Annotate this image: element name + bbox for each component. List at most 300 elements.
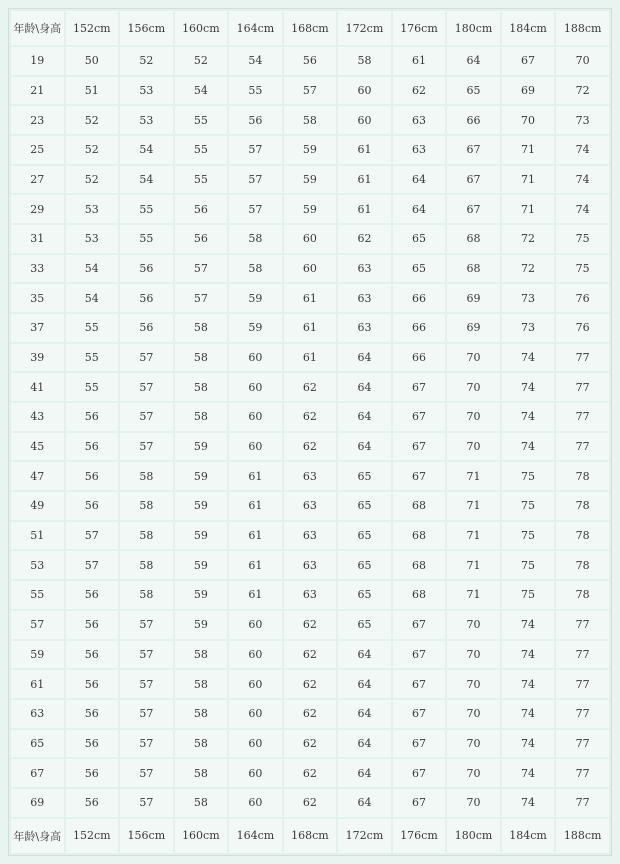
weight-cell: 78 <box>556 462 609 490</box>
weight-cell: 56 <box>66 641 119 669</box>
weight-cell: 55 <box>229 77 282 105</box>
age-cell: 23 <box>11 106 64 134</box>
weight-cell: 70 <box>447 670 500 698</box>
table-row <box>11 492 609 520</box>
weight-cell: 54 <box>120 166 173 194</box>
age-cell: 47 <box>11 462 64 490</box>
weight-cell: 52 <box>175 47 228 75</box>
weight-cell: 77 <box>556 611 609 639</box>
table-row <box>11 403 609 431</box>
weight-cell: 74 <box>502 344 555 372</box>
weight-cell: 67 <box>393 403 446 431</box>
weight-cell: 61 <box>284 284 337 312</box>
weight-cell: 78 <box>556 551 609 579</box>
table-row <box>11 433 609 461</box>
table-row <box>11 255 609 283</box>
weight-cell: 55 <box>175 106 228 134</box>
weight-cell: 58 <box>120 462 173 490</box>
weight-cell: 76 <box>556 314 609 342</box>
table-footer-row <box>11 819 609 853</box>
weight-cell: 73 <box>502 284 555 312</box>
weight-cell: 57 <box>284 77 337 105</box>
weight-cell: 60 <box>229 403 282 431</box>
weight-cell: 74 <box>556 136 609 164</box>
weight-cell: 58 <box>120 551 173 579</box>
age-cell: 69 <box>11 789 64 817</box>
weight-cell: 59 <box>229 314 282 342</box>
weight-cell: 55 <box>175 166 228 194</box>
weight-cell: 71 <box>447 551 500 579</box>
weight-cell: 67 <box>447 195 500 223</box>
height-header-cell: 172cm <box>338 819 391 853</box>
age-cell: 45 <box>11 433 64 461</box>
weight-cell: 62 <box>393 77 446 105</box>
weight-cell: 61 <box>229 522 282 550</box>
weight-cell: 60 <box>229 700 282 728</box>
age-cell: 35 <box>11 284 64 312</box>
weight-cell: 67 <box>393 730 446 758</box>
weight-cell: 57 <box>66 522 119 550</box>
age-cell: 53 <box>11 551 64 579</box>
weight-cell: 70 <box>447 373 500 401</box>
weight-cell: 56 <box>120 284 173 312</box>
weight-cell: 77 <box>556 670 609 698</box>
height-header-cell: 176cm <box>393 11 446 45</box>
weight-cell: 70 <box>447 730 500 758</box>
weight-cell: 59 <box>229 284 282 312</box>
weight-cell: 58 <box>175 641 228 669</box>
weight-cell: 57 <box>120 611 173 639</box>
weight-cell: 50 <box>66 47 119 75</box>
weight-cell: 59 <box>175 581 228 609</box>
height-header-cell: 180cm <box>447 11 500 45</box>
weight-cell: 63 <box>338 284 391 312</box>
weight-cell: 71 <box>502 166 555 194</box>
weight-cell: 60 <box>229 611 282 639</box>
weight-cell: 60 <box>229 344 282 372</box>
weight-cell: 52 <box>66 166 119 194</box>
age-cell: 27 <box>11 166 64 194</box>
weight-cell: 78 <box>556 522 609 550</box>
weight-cell: 63 <box>338 255 391 283</box>
weight-cell: 59 <box>284 136 337 164</box>
weight-cell: 68 <box>447 255 500 283</box>
weight-cell: 73 <box>502 314 555 342</box>
weight-cell: 58 <box>175 730 228 758</box>
weight-cell: 57 <box>229 166 282 194</box>
weight-cell: 71 <box>502 136 555 164</box>
weight-cell: 59 <box>284 166 337 194</box>
weight-cell: 63 <box>284 462 337 490</box>
weight-cell: 64 <box>338 344 391 372</box>
weight-cell: 63 <box>284 492 337 520</box>
weight-cell: 66 <box>447 106 500 134</box>
weight-cell: 75 <box>502 551 555 579</box>
weight-cell: 58 <box>229 225 282 253</box>
weight-cell: 53 <box>66 225 119 253</box>
age-cell: 41 <box>11 373 64 401</box>
weight-cell: 64 <box>338 641 391 669</box>
weight-cell: 64 <box>338 789 391 817</box>
weight-cell: 57 <box>120 700 173 728</box>
weight-cell: 59 <box>175 462 228 490</box>
weight-cell: 57 <box>120 759 173 787</box>
weight-cell: 52 <box>120 47 173 75</box>
weight-cell: 70 <box>447 611 500 639</box>
weight-cell: 77 <box>556 700 609 728</box>
weight-cell: 77 <box>556 433 609 461</box>
weight-cell: 60 <box>338 106 391 134</box>
height-header-cell: 164cm <box>229 819 282 853</box>
weight-cell: 62 <box>284 730 337 758</box>
weight-cell: 61 <box>338 136 391 164</box>
weight-cell: 59 <box>175 522 228 550</box>
table-row <box>11 166 609 194</box>
weight-cell: 56 <box>66 759 119 787</box>
weight-cell: 60 <box>229 730 282 758</box>
weight-cell: 56 <box>66 730 119 758</box>
weight-cell: 57 <box>175 284 228 312</box>
weight-cell: 57 <box>229 195 282 223</box>
table-row <box>11 344 609 372</box>
table-row <box>11 700 609 728</box>
table-row <box>11 314 609 342</box>
weight-cell: 62 <box>284 670 337 698</box>
weight-cell: 67 <box>393 641 446 669</box>
weight-cell: 57 <box>66 551 119 579</box>
weight-cell: 64 <box>447 47 500 75</box>
table-row <box>11 195 609 223</box>
weight-cell: 70 <box>447 433 500 461</box>
weight-cell: 64 <box>338 730 391 758</box>
height-header-cell: 168cm <box>284 11 337 45</box>
weight-cell: 60 <box>229 670 282 698</box>
weight-cell: 57 <box>120 670 173 698</box>
weight-cell: 59 <box>175 551 228 579</box>
weight-cell: 74 <box>502 700 555 728</box>
weight-cell: 78 <box>556 581 609 609</box>
weight-cell: 55 <box>66 373 119 401</box>
table-row <box>11 284 609 312</box>
weight-cell: 66 <box>393 314 446 342</box>
weight-cell: 68 <box>393 581 446 609</box>
weight-table-container <box>8 8 612 856</box>
weight-cell: 57 <box>120 373 173 401</box>
weight-cell: 61 <box>338 166 391 194</box>
weight-cell: 56 <box>66 492 119 520</box>
weight-cell: 58 <box>120 581 173 609</box>
age-cell: 43 <box>11 403 64 431</box>
weight-cell: 57 <box>120 433 173 461</box>
weight-cell: 58 <box>175 344 228 372</box>
weight-cell: 60 <box>229 373 282 401</box>
weight-cell: 76 <box>556 284 609 312</box>
weight-cell: 63 <box>393 136 446 164</box>
weight-cell: 56 <box>66 700 119 728</box>
weight-cell: 60 <box>284 225 337 253</box>
weight-cell: 71 <box>447 581 500 609</box>
weight-cell: 56 <box>284 47 337 75</box>
weight-cell: 56 <box>175 195 228 223</box>
weight-cell: 77 <box>556 403 609 431</box>
weight-cell: 77 <box>556 641 609 669</box>
table-row <box>11 789 609 817</box>
age-cell: 37 <box>11 314 64 342</box>
weight-cell: 65 <box>447 77 500 105</box>
weight-cell: 62 <box>284 641 337 669</box>
weight-cell: 61 <box>393 47 446 75</box>
weight-cell: 64 <box>338 759 391 787</box>
weight-cell: 75 <box>502 492 555 520</box>
weight-cell: 55 <box>66 344 119 372</box>
weight-cell: 60 <box>284 255 337 283</box>
weight-cell: 58 <box>284 106 337 134</box>
weight-cell: 70 <box>447 403 500 431</box>
age-cell: 21 <box>11 77 64 105</box>
weight-cell: 77 <box>556 759 609 787</box>
weight-cell: 61 <box>338 195 391 223</box>
weight-cell: 64 <box>338 670 391 698</box>
age-cell: 39 <box>11 344 64 372</box>
table-row <box>11 641 609 669</box>
age-cell: 25 <box>11 136 64 164</box>
weight-table <box>9 9 611 855</box>
weight-cell: 52 <box>66 136 119 164</box>
weight-cell: 69 <box>447 284 500 312</box>
weight-cell: 51 <box>66 77 119 105</box>
weight-cell: 65 <box>393 225 446 253</box>
table-row <box>11 225 609 253</box>
height-header-cell: 180cm <box>447 819 500 853</box>
weight-cell: 59 <box>175 433 228 461</box>
weight-cell: 53 <box>66 195 119 223</box>
table-row <box>11 77 609 105</box>
table-row <box>11 106 609 134</box>
weight-cell: 62 <box>284 403 337 431</box>
weight-cell: 62 <box>338 225 391 253</box>
weight-cell: 54 <box>66 255 119 283</box>
table-row <box>11 670 609 698</box>
weight-cell: 78 <box>556 492 609 520</box>
weight-cell: 70 <box>447 789 500 817</box>
age-cell: 19 <box>11 47 64 75</box>
height-header-cell: 184cm <box>502 819 555 853</box>
weight-cell: 61 <box>229 462 282 490</box>
weight-cell: 67 <box>447 166 500 194</box>
weight-cell: 63 <box>393 106 446 134</box>
table-row <box>11 47 609 75</box>
weight-cell: 65 <box>338 522 391 550</box>
height-header-cell: 152cm <box>66 819 119 853</box>
weight-cell: 68 <box>447 225 500 253</box>
weight-cell: 69 <box>502 77 555 105</box>
weight-cell: 58 <box>175 670 228 698</box>
weight-cell: 56 <box>175 225 228 253</box>
weight-cell: 58 <box>175 403 228 431</box>
weight-cell: 57 <box>120 641 173 669</box>
weight-cell: 67 <box>393 433 446 461</box>
age-cell: 31 <box>11 225 64 253</box>
weight-cell: 56 <box>120 255 173 283</box>
weight-cell: 75 <box>556 225 609 253</box>
weight-cell: 74 <box>502 789 555 817</box>
weight-cell: 60 <box>229 433 282 461</box>
weight-cell: 61 <box>284 344 337 372</box>
age-cell: 29 <box>11 195 64 223</box>
weight-cell: 62 <box>284 700 337 728</box>
age-cell: 61 <box>11 670 64 698</box>
weight-cell: 57 <box>175 255 228 283</box>
weight-cell: 67 <box>447 136 500 164</box>
weight-cell: 64 <box>338 700 391 728</box>
weight-cell: 65 <box>338 462 391 490</box>
weight-cell: 71 <box>447 522 500 550</box>
age-cell: 49 <box>11 492 64 520</box>
weight-cell: 54 <box>66 284 119 312</box>
weight-cell: 75 <box>502 581 555 609</box>
weight-cell: 68 <box>393 551 446 579</box>
table-row <box>11 759 609 787</box>
weight-cell: 77 <box>556 730 609 758</box>
age-cell: 57 <box>11 611 64 639</box>
age-cell: 33 <box>11 255 64 283</box>
age-cell: 59 <box>11 641 64 669</box>
weight-cell: 58 <box>175 373 228 401</box>
height-header-cell: 160cm <box>175 819 228 853</box>
weight-cell: 67 <box>393 373 446 401</box>
weight-cell: 56 <box>66 581 119 609</box>
weight-cell: 71 <box>502 195 555 223</box>
weight-cell: 58 <box>175 789 228 817</box>
weight-cell: 62 <box>284 433 337 461</box>
weight-cell: 62 <box>284 759 337 787</box>
weight-cell: 70 <box>447 344 500 372</box>
weight-cell: 56 <box>66 789 119 817</box>
height-header-cell: 156cm <box>120 11 173 45</box>
weight-cell: 66 <box>393 344 446 372</box>
weight-cell: 71 <box>447 462 500 490</box>
weight-cell: 70 <box>447 641 500 669</box>
age-cell: 63 <box>11 700 64 728</box>
weight-cell: 57 <box>120 344 173 372</box>
weight-cell: 54 <box>175 77 228 105</box>
weight-cell: 53 <box>120 77 173 105</box>
table-row <box>11 373 609 401</box>
weight-cell: 55 <box>120 195 173 223</box>
age-cell: 67 <box>11 759 64 787</box>
weight-cell: 58 <box>175 700 228 728</box>
weight-cell: 75 <box>502 462 555 490</box>
table-row <box>11 136 609 164</box>
weight-cell: 62 <box>284 373 337 401</box>
weight-cell: 77 <box>556 344 609 372</box>
weight-cell: 57 <box>120 789 173 817</box>
weight-cell: 61 <box>229 581 282 609</box>
table-row <box>11 581 609 609</box>
weight-cell: 74 <box>502 730 555 758</box>
weight-cell: 58 <box>175 759 228 787</box>
age-cell: 51 <box>11 522 64 550</box>
weight-cell: 52 <box>66 106 119 134</box>
weight-cell: 66 <box>393 284 446 312</box>
weight-cell: 57 <box>120 403 173 431</box>
weight-cell: 54 <box>120 136 173 164</box>
height-header-cell: 168cm <box>284 819 337 853</box>
weight-cell: 53 <box>120 106 173 134</box>
weight-cell: 54 <box>229 47 282 75</box>
weight-cell: 74 <box>502 641 555 669</box>
weight-cell: 65 <box>338 581 391 609</box>
weight-cell: 67 <box>393 700 446 728</box>
weight-cell: 65 <box>338 611 391 639</box>
weight-cell: 75 <box>502 522 555 550</box>
weight-cell: 60 <box>338 77 391 105</box>
weight-cell: 64 <box>338 373 391 401</box>
weight-cell: 63 <box>338 314 391 342</box>
height-header-cell: 188cm <box>556 11 609 45</box>
height-header-cell: 152cm <box>66 11 119 45</box>
weight-cell: 74 <box>502 433 555 461</box>
weight-cell: 59 <box>175 492 228 520</box>
age-cell: 65 <box>11 730 64 758</box>
weight-cell: 68 <box>393 522 446 550</box>
weight-cell: 77 <box>556 373 609 401</box>
weight-cell: 64 <box>393 166 446 194</box>
weight-cell: 55 <box>120 225 173 253</box>
table-row <box>11 551 609 579</box>
weight-cell: 77 <box>556 789 609 817</box>
weight-cell: 55 <box>175 136 228 164</box>
weight-cell: 64 <box>393 195 446 223</box>
height-header-cell: 188cm <box>556 819 609 853</box>
weight-cell: 56 <box>229 106 282 134</box>
weight-cell: 74 <box>502 759 555 787</box>
weight-cell: 67 <box>393 759 446 787</box>
weight-cell: 61 <box>229 492 282 520</box>
weight-cell: 67 <box>393 789 446 817</box>
weight-cell: 64 <box>338 433 391 461</box>
weight-cell: 56 <box>66 670 119 698</box>
weight-cell: 74 <box>502 373 555 401</box>
weight-cell: 72 <box>502 255 555 283</box>
weight-cell: 74 <box>556 166 609 194</box>
weight-cell: 63 <box>284 522 337 550</box>
weight-cell: 73 <box>556 106 609 134</box>
height-header-cell: 176cm <box>393 819 446 853</box>
weight-cell: 74 <box>556 195 609 223</box>
weight-cell: 62 <box>284 611 337 639</box>
weight-cell: 56 <box>120 314 173 342</box>
weight-cell: 61 <box>284 314 337 342</box>
weight-cell: 75 <box>556 255 609 283</box>
weight-cell: 72 <box>556 77 609 105</box>
height-header-cell: 164cm <box>229 11 282 45</box>
weight-cell: 63 <box>284 551 337 579</box>
weight-cell: 70 <box>447 700 500 728</box>
weight-cell: 74 <box>502 611 555 639</box>
weight-cell: 70 <box>447 759 500 787</box>
weight-cell: 57 <box>229 136 282 164</box>
weight-cell: 56 <box>66 462 119 490</box>
weight-cell: 74 <box>502 670 555 698</box>
table-row <box>11 522 609 550</box>
header-corner-cell: 年龄\身高 <box>11 819 64 853</box>
weight-cell: 58 <box>229 255 282 283</box>
weight-cell: 61 <box>229 551 282 579</box>
weight-cell: 67 <box>393 611 446 639</box>
weight-cell: 67 <box>393 462 446 490</box>
weight-cell: 60 <box>229 641 282 669</box>
